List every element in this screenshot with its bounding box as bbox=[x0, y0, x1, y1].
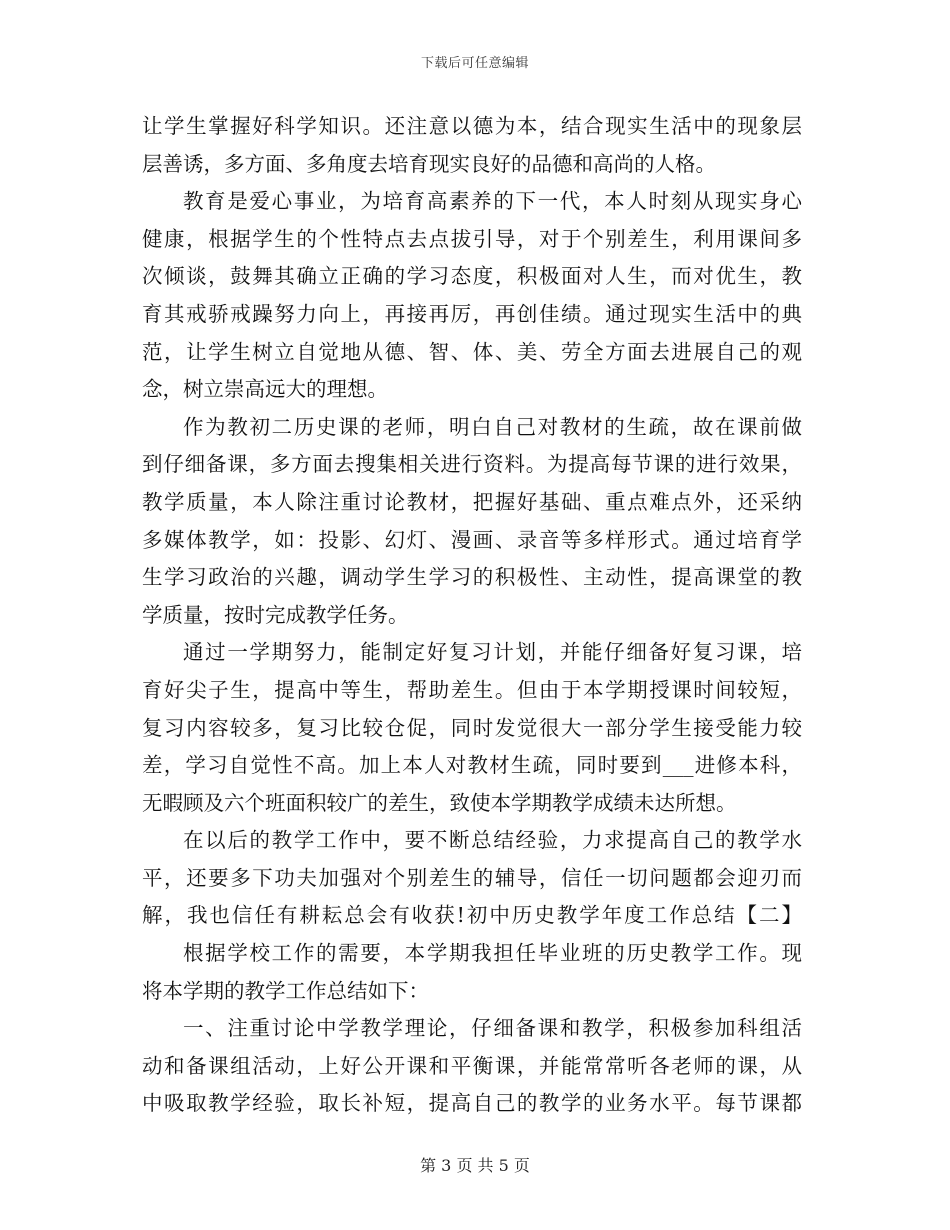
text-line: 学质量，按时完成教学任务。 bbox=[142, 602, 409, 627]
text-line: 到仔细备课，多方面去搜集相关进行资料。为提高每节课的进行效果， bbox=[142, 452, 802, 477]
text-line: 念，树立崇高远大的理想。 bbox=[142, 377, 388, 402]
text-line: 复习内容较多，复习比较仓促，同时发觉很大一部分学生接受能力较 bbox=[142, 715, 802, 740]
text-line: 无暇顾及六个班面积较广的差生，致使本学期教学成绩未达所想。 bbox=[142, 790, 737, 815]
text-line: 将本学期的教学工作总结如下： bbox=[142, 978, 429, 1003]
text-line: 在以后的教学工作中，要不断总结经验，力求提高自己的教学水 bbox=[183, 828, 802, 853]
text-line: 一、注重讨论中学教学理论，仔细备课和教学，积极参加科组活 bbox=[183, 1016, 802, 1041]
text-line: 通过一学期努力，能制定好复习计划，并能仔细备好复习课，培 bbox=[183, 640, 802, 665]
text-line: 差，学习自觉性不高。加上本人对教材生疏，同时要到___进修本科， bbox=[142, 753, 802, 778]
text-line: 教育是爱心事业，为培育高素养的下一代，本人时刻从现实身心 bbox=[183, 189, 802, 214]
text-line: 生学习政治的兴趣，调动学生学习的积极性、主动性，提高课堂的教 bbox=[142, 565, 802, 590]
text-line: 范，让学生树立自觉地从德、智、体、美、劳全方面去进展自己的观 bbox=[142, 339, 802, 364]
text-line: 根据学校工作的需要，本学期我担任毕业班的历史教学工作。现 bbox=[183, 941, 802, 966]
text-line: 让学生掌握好科学知识。还注意以德为本，结合现实生活中的现象层 bbox=[142, 114, 802, 138]
text-line: 育其戒骄戒躁努力向上，再接再厉，再创佳绩。通过现实生活中的典 bbox=[142, 301, 802, 326]
text-line: 层善诱，多方面、多角度去培育现实良好的品德和高尚的人格。 bbox=[142, 151, 716, 176]
text-line: 多媒体教学，如：投影、幻灯、漫画、录音等多样形式。通过培育学 bbox=[142, 527, 802, 552]
text-line: 中吸取教学经验，取长补短，提高自己的教学的业务水平。每节课都 bbox=[142, 1091, 802, 1116]
text-line: 解，我也信任有耕耘总会有收获!初中历史教学年度工作总结【二】 bbox=[142, 903, 802, 928]
text-line: 健康，根据学生的个性特点去点拔引导，对于个别差生，利用课间多 bbox=[142, 226, 802, 251]
text-line: 次倾谈，鼓舞其确立正确的学习态度，积极面对人生，而对优生，教 bbox=[142, 264, 802, 289]
document-body bbox=[142, 108, 802, 1123]
page-number: 第 3 页 共 5 页 bbox=[420, 1156, 530, 1175]
page-header: 下载后可任意编辑 bbox=[420, 56, 529, 71]
text-line: 育好尖子生，提高中等生，帮助差生。但由于本学期授课时间较短， bbox=[142, 677, 802, 702]
text-line: 动和备课组活动，上好公开课和平衡课，并能常常听各老师的课，从 bbox=[142, 1053, 802, 1078]
text-line: 作为教初二历史课的老师，明白自己对教材的生疏，故在课前做 bbox=[183, 414, 802, 439]
text-line: 平，还要多下功夫加强对个别差生的辅导，信任一切问题都会迎刃而 bbox=[142, 865, 802, 890]
text-line: 教学质量，本人除注重讨论教材，把握好基础、重点难点外，还采纳 bbox=[142, 489, 802, 514]
